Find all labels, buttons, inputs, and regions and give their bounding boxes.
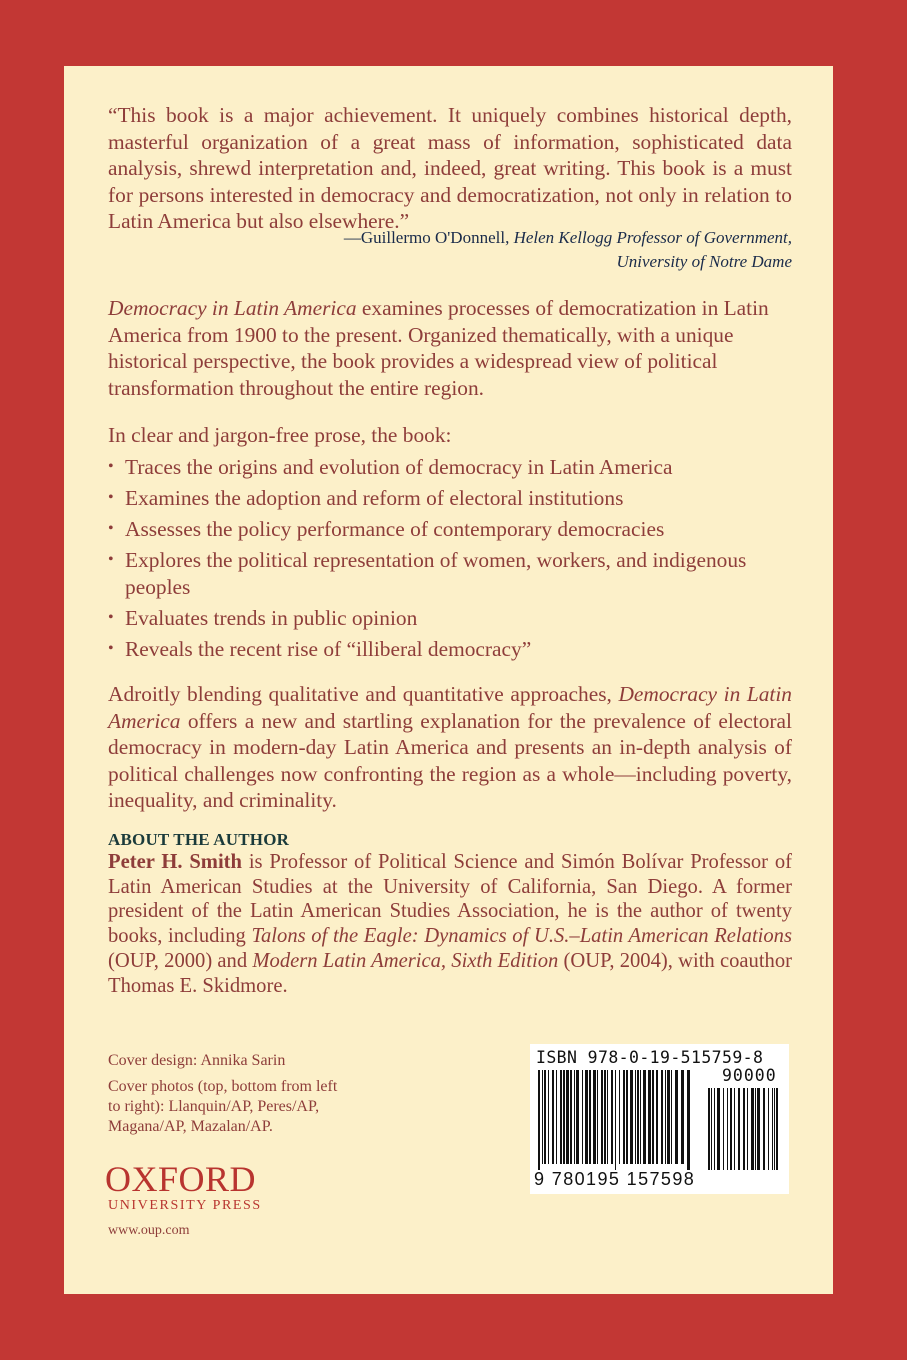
barcode-bar bbox=[556, 1070, 557, 1164]
barcode-bar bbox=[643, 1070, 646, 1164]
list-item: • Explores the political representation of women, workers, and indigenous peoples bbox=[108, 547, 758, 600]
about-text-1: is Professor of Political Science and Simón Bolívar Professor of Latin American Studies at the University of California, San Diego. A former president of the Latin American Studies Association, he is the author of twenty books, including bbox=[108, 851, 792, 948]
back-cover-panel bbox=[64, 66, 833, 1294]
endorsement-quote bbox=[108, 102, 792, 235]
description-book-title: Democracy in Latin America bbox=[108, 296, 357, 320]
barcode-bar bbox=[548, 1070, 549, 1164]
list-item: • Assesses the policy performance of contemporary democracies bbox=[108, 516, 758, 543]
barcode-bar bbox=[582, 1070, 583, 1164]
barcode-bar bbox=[538, 1070, 540, 1170]
cover-credits bbox=[108, 1051, 338, 1143]
barcode-bar bbox=[640, 1070, 641, 1164]
quote-attribution bbox=[344, 226, 792, 274]
list-item: • Reveals the recent rise of “illiberal democracy” bbox=[108, 636, 758, 663]
barcode-bar bbox=[593, 1070, 596, 1164]
attribution-org: University of Notre Dame bbox=[616, 252, 792, 271]
price-code: 90000 bbox=[722, 1066, 777, 1085]
barcode-bar bbox=[661, 1070, 663, 1164]
barcode-bar bbox=[717, 1088, 720, 1170]
barcode-bar bbox=[671, 1070, 672, 1164]
feature-list bbox=[108, 454, 758, 667]
publisher-logo: OXFORD bbox=[105, 1159, 257, 1199]
bullets-intro: In clear and jargon-free prose, the book: bbox=[108, 423, 452, 447]
barcode-bar bbox=[738, 1088, 740, 1170]
barcode-bar bbox=[708, 1088, 710, 1170]
book-description bbox=[108, 295, 792, 401]
barcode-bar bbox=[601, 1070, 603, 1164]
isbn-label: ISBN 978-0-19-515759-8 bbox=[536, 1048, 764, 1067]
barcode-bar bbox=[635, 1070, 636, 1164]
cover-design-credit: Cover design: Annika Sarin bbox=[108, 1052, 286, 1069]
barcode-bar bbox=[675, 1070, 678, 1164]
barcode-bar bbox=[774, 1088, 775, 1170]
publisher-subtitle: UNIVERSITY PRESS bbox=[108, 1198, 262, 1213]
barcode-bar bbox=[747, 1088, 748, 1170]
ean-digits: 9 780195 157598 bbox=[534, 1169, 696, 1189]
barcode-bar bbox=[563, 1070, 565, 1164]
barcode-bar bbox=[681, 1070, 684, 1164]
barcode-bar bbox=[687, 1070, 690, 1170]
barcode-bar bbox=[585, 1070, 588, 1164]
barcode-bar bbox=[544, 1070, 546, 1164]
barcode-bar bbox=[763, 1088, 765, 1170]
description-text: examines processes of democratization in Latin America from 1900 to the present. Organized thematically, with a unique historical perspective, the book provides a widespread view of political transformation throughout the entire region. bbox=[108, 296, 769, 400]
barcode-bar bbox=[623, 1070, 625, 1164]
barcode-bar bbox=[727, 1088, 728, 1170]
barcode-bar bbox=[607, 1070, 608, 1164]
barcode-bar bbox=[757, 1088, 760, 1170]
barcode-bar bbox=[755, 1088, 756, 1170]
list-item: • Evaluates trends in public opinion bbox=[108, 605, 758, 632]
summary-after: offers a new and startling explanation for the prevalence of electoral democracy in modern-day Latin America and presents an in-depth analysis of political challenges now confronting the region as a whole—including poverty, inequality, and criminality. bbox=[108, 708, 792, 813]
barcode-bar bbox=[597, 1070, 598, 1164]
barcode-bar bbox=[626, 1070, 628, 1164]
barcode-bar bbox=[552, 1070, 554, 1164]
barcode-bar bbox=[656, 1070, 658, 1164]
summary-paragraph bbox=[108, 681, 792, 814]
barcode-bar bbox=[667, 1070, 670, 1164]
cover-photo-credit: Cover photos (top, bottom from left to right): Llanquin/AP, Peres/AP, Magana/AP, Mazalan/AP. bbox=[108, 1078, 338, 1135]
about-author-text bbox=[108, 850, 792, 998]
list-item: • Traces the origins and evolution of democracy in Latin America bbox=[108, 454, 758, 481]
barcode-bar bbox=[604, 1070, 606, 1164]
barcode-bar bbox=[542, 1070, 543, 1164]
barcode-bar bbox=[637, 1070, 639, 1164]
list-item: • Examines the adoption and reform of electoral institutions bbox=[108, 485, 758, 512]
barcode-bar bbox=[576, 1070, 579, 1164]
barcode-bar bbox=[560, 1070, 562, 1164]
about-text-3: (OUP, 2004), with coauthor Thomas E. Skidmore. bbox=[108, 949, 792, 997]
isbn-barcode bbox=[530, 1044, 789, 1194]
barcode-bar bbox=[768, 1088, 769, 1170]
summary-before: Adroitly blending qualitative and quantitative approaches, bbox=[108, 682, 619, 706]
barcode-bar bbox=[589, 1070, 591, 1164]
about-author-heading: ABOUT THE AUTHOR bbox=[108, 830, 290, 849]
barcode-bar bbox=[743, 1088, 745, 1170]
barcode-bar bbox=[630, 1070, 633, 1164]
barcode-bar bbox=[566, 1070, 569, 1164]
publisher-website: www.oup.com bbox=[108, 1223, 190, 1238]
barcode-bar bbox=[652, 1070, 654, 1164]
barcode-bar bbox=[734, 1088, 735, 1170]
book-title-2: Modern Latin America, Sixth Edition bbox=[252, 949, 559, 972]
barcode-bar bbox=[574, 1070, 575, 1164]
book-title-1: Talons of the Eagle: Dynamics of U.S.–Latin American Relations bbox=[251, 925, 792, 948]
barcode-bar bbox=[665, 1070, 666, 1164]
barcode-bar bbox=[615, 1070, 616, 1170]
author-name: Peter H. Smith bbox=[108, 851, 242, 873]
barcode-bar bbox=[711, 1088, 712, 1170]
summary-book-title: Democracy in Latin America bbox=[108, 682, 793, 733]
barcode-bar bbox=[730, 1088, 732, 1170]
barcode-bar bbox=[619, 1070, 620, 1164]
barcode-bar bbox=[751, 1088, 754, 1170]
attribution-name: —Guillermo O'Donnell, bbox=[343, 228, 510, 247]
barcode-bar bbox=[648, 1070, 651, 1164]
barcode-bar bbox=[714, 1088, 715, 1170]
quote-text: “This book is a major achievement. It uniquely combines historical depth, masterful organization of a great mass of information, sophisticated data analysis, shrewd interpretation and, indeed, great writing. This book is a must for persons interested in democracy and democratization, not only in relation to Latin America but also elsewhere.” bbox=[108, 103, 792, 234]
attribution-title: Helen Kellogg Professor of Government, bbox=[513, 228, 792, 247]
barcode-bar bbox=[611, 1070, 613, 1164]
barcode-bar bbox=[776, 1088, 778, 1170]
about-text-2: (OUP, 2000) and bbox=[108, 949, 253, 972]
barcode-bar bbox=[772, 1088, 773, 1170]
barcode-bar bbox=[723, 1088, 724, 1170]
barcode-bar bbox=[570, 1070, 572, 1164]
